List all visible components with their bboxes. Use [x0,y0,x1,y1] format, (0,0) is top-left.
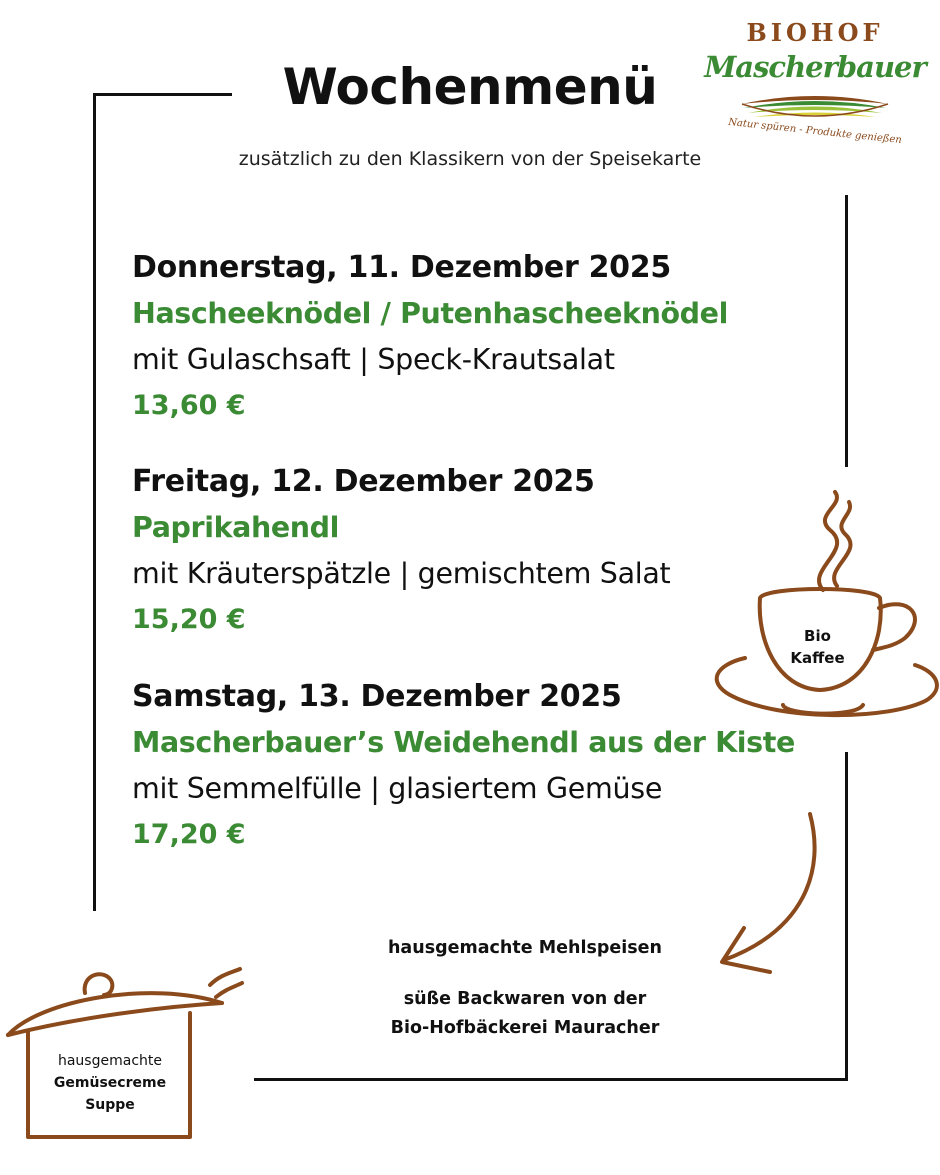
soup-label-line1: hausgemachte [57,1053,162,1069]
frame-top-left-line [93,93,232,96]
logo-tagline: Natur spüren - Produkte genießen [727,116,903,147]
day-price: 15,20 € [132,604,246,635]
soup-label [30,1050,190,1116]
logo-fields-icon [740,90,890,124]
curved-arrow-icon [710,810,830,985]
day-date: Samstag, 13. Dezember 2025 [132,679,622,714]
day-date: Freitag, 12. Dezember 2025 [132,464,595,499]
extras-mehlspeisen: hausgemachte Mehlspeisen [387,938,663,958]
extras-backwaren [340,985,710,1043]
day-price: 17,20 € [132,819,246,850]
extras-backwaren-line2: Bio-Hofbäckerei Mauracher [390,1018,660,1038]
frame-left-line [93,93,96,911]
coffee-label-line1: Bio [804,627,831,645]
coffee-label-line2: Kaffee [790,649,845,667]
page-title: Wochenmenü [282,58,658,116]
logo-name: Mascherbauer [704,50,926,84]
day-sides: mit Gulaschsaft | Speck-Krautsalat [132,343,615,376]
day-price: 13,60 € [132,390,246,421]
soup-label-line2: Gemüsecreme [53,1075,167,1091]
coffee-label [775,625,860,669]
day-dish: Mascherbauer’s Weidehendl aus der Kiste [132,726,795,759]
page-subtitle: zusätzlich zu den Klassikern von der Speisekarte [238,148,702,170]
day-sides: mit Semmelfülle | glasiertem Gemüse [132,772,663,805]
extras-backwaren-line1: süße Backwaren von der [403,989,647,1009]
day-date: Donnerstag, 11. Dezember 2025 [132,250,671,285]
menu-day-1 [132,245,852,429]
soup-label-line3: Suppe [85,1097,135,1113]
day-sides: mit Kräuterspätzle | gemischtem Salat [132,557,671,590]
coffee-cup-icon [705,490,940,735]
biohof-logo [700,12,930,172]
day-dish: Hascheeknödel / Putenhascheeknödel [132,297,728,330]
frame-bottom-line [254,1078,848,1081]
day-dish: Paprikahendl [132,511,340,544]
logo-top-text: BIOHOF [746,18,884,47]
